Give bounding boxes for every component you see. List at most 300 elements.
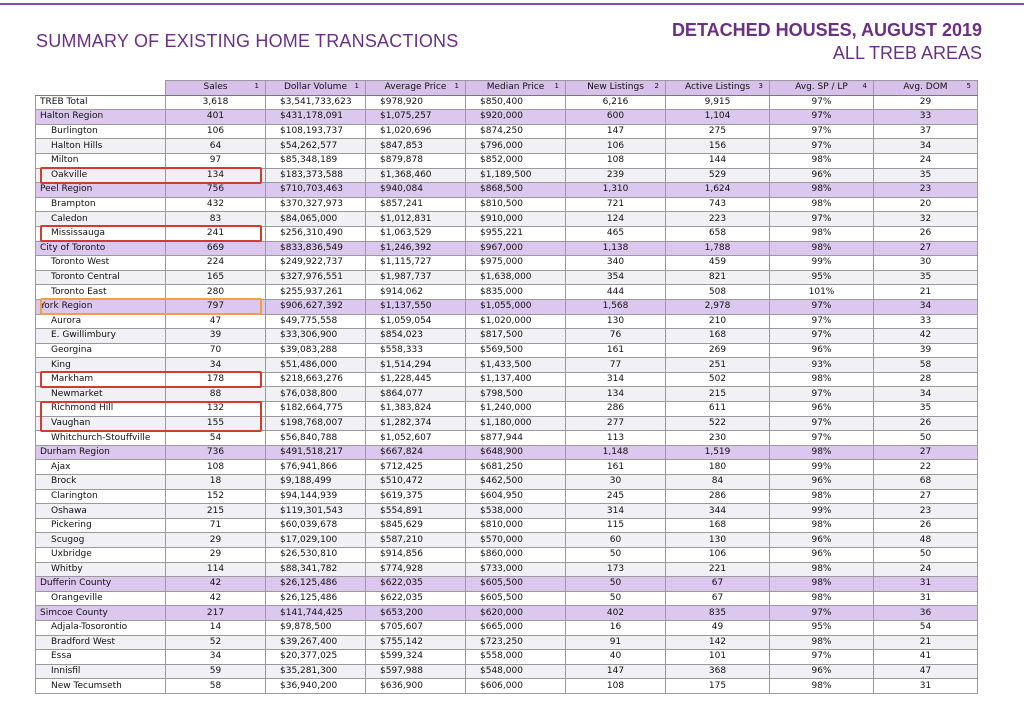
table-cell: $49,775,558: [266, 314, 366, 329]
table-cell: 108: [166, 460, 266, 475]
region-row: [36, 183, 978, 198]
table-cell: 96%: [770, 343, 874, 358]
table-cell: $1,228,445: [366, 372, 466, 387]
table-cell: $141,744,425: [266, 606, 366, 621]
table-cell: 27: [874, 241, 978, 256]
table-cell: 173: [566, 562, 666, 577]
table-cell: 33: [874, 110, 978, 125]
table-cell: 96%: [770, 475, 874, 490]
table-cell: 97%: [770, 110, 874, 125]
table-cell: 14: [166, 620, 266, 635]
table-cell: 98%: [770, 183, 874, 198]
table-cell: 2,978: [666, 299, 770, 314]
report-heading: [672, 19, 982, 65]
table-row: [36, 518, 978, 533]
table-cell: 175: [666, 679, 770, 694]
area-name-cell: Whitchurch-Stouffville: [36, 431, 166, 446]
table-cell: 223: [666, 212, 770, 227]
table-cell: $1,020,000: [466, 314, 566, 329]
table-row: [36, 533, 978, 548]
table-cell: 96%: [770, 664, 874, 679]
table-row: [36, 197, 978, 212]
table-cell: 96%: [770, 168, 874, 183]
report-title: DETACHED HOUSES, AUGUST 2019: [671, 20, 982, 40]
table-cell: $605,500: [466, 577, 566, 592]
table-cell: $1,137,400: [466, 372, 566, 387]
table-cell: $1,052,607: [366, 431, 466, 446]
table-row: [36, 635, 978, 650]
table-cell: $914,856: [366, 548, 466, 563]
area-name-cell: City of Toronto: [36, 241, 166, 256]
table-cell: 93%: [770, 358, 874, 373]
table-cell: 39: [166, 329, 266, 344]
table-cell: 161: [566, 460, 666, 475]
table-cell: 115: [566, 518, 666, 533]
column-header-label: Active Listings: [684, 82, 751, 93]
table-cell: 130: [566, 314, 666, 329]
table-cell: 314: [566, 504, 666, 519]
table-cell: $183,373,588: [266, 168, 366, 183]
table-cell: 736: [166, 445, 266, 460]
table-cell: $1,020,696: [366, 124, 466, 139]
table-cell: 95%: [770, 270, 874, 285]
footnote-marker: 1: [354, 82, 359, 90]
table-cell: 30: [566, 475, 666, 490]
table-cell: 106: [566, 139, 666, 154]
table-cell: $1,055,000: [466, 299, 566, 314]
table-cell: 340: [566, 256, 666, 271]
area-name-cell: Markham: [36, 372, 166, 387]
table-header-row: [36, 81, 978, 96]
table-cell: 24: [874, 153, 978, 168]
table-cell: 21: [874, 285, 978, 300]
table-row: [36, 664, 978, 679]
area-name-cell: Richmond Hill: [36, 402, 166, 417]
table-cell: 29: [166, 548, 266, 563]
region-row: [36, 445, 978, 460]
table-cell: 88: [166, 387, 266, 402]
table-row: [36, 314, 978, 329]
table-cell: 97%: [770, 314, 874, 329]
column-header: [666, 81, 770, 96]
column-header: [566, 81, 666, 96]
table-cell: $597,988: [366, 664, 466, 679]
area-name-cell: Toronto East: [36, 285, 166, 300]
table-cell: $26,125,486: [266, 577, 366, 592]
table-cell: 97: [166, 153, 266, 168]
area-name-cell: York Region: [36, 299, 166, 314]
table-cell: 98%: [770, 577, 874, 592]
table-cell: 41: [874, 650, 978, 665]
table-cell: 147: [566, 124, 666, 139]
table-cell: $39,083,288: [266, 343, 366, 358]
column-header-label: Dollar Volume: [284, 82, 347, 93]
table-cell: 132: [166, 402, 266, 417]
table-cell: 31: [874, 577, 978, 592]
table-cell: $705,607: [366, 620, 466, 635]
footnote-marker: 2: [654, 82, 659, 90]
table-row: [36, 489, 978, 504]
table-cell: $619,375: [366, 489, 466, 504]
column-header: [874, 81, 978, 96]
table-cell: $914,062: [366, 285, 466, 300]
table-cell: $36,940,200: [266, 679, 366, 694]
table-row: [36, 650, 978, 665]
table-cell: 502: [666, 372, 770, 387]
table-cell: $967,000: [466, 241, 566, 256]
table-cell: 124: [566, 212, 666, 227]
table-cell: 221: [666, 562, 770, 577]
table-cell: $975,000: [466, 256, 566, 271]
table-cell: 24: [874, 562, 978, 577]
table-row: [36, 285, 978, 300]
area-name-cell: Halton Hills: [36, 139, 166, 154]
column-header: [166, 81, 266, 96]
table-cell: 68: [874, 475, 978, 490]
table-cell: 835: [666, 606, 770, 621]
table-cell: $833,836,549: [266, 241, 366, 256]
table-cell: $9,878,500: [266, 620, 366, 635]
table-cell: 91: [566, 635, 666, 650]
table-cell: $810,500: [466, 197, 566, 212]
table-cell: 34: [166, 650, 266, 665]
table-row: [36, 139, 978, 154]
table-cell: 98%: [770, 562, 874, 577]
area-name-cell: Adjala-Tosorontio: [36, 620, 166, 635]
table-cell: $955,221: [466, 226, 566, 241]
highlight-box-red: [40, 371, 262, 388]
table-cell: $1,059,054: [366, 314, 466, 329]
table-cell: $796,000: [466, 139, 566, 154]
table-cell: $256,310,490: [266, 226, 366, 241]
table-cell: 155: [166, 416, 266, 431]
table-cell: $622,035: [366, 577, 466, 592]
column-header: [366, 81, 466, 96]
area-name-cell: New Tecumseth: [36, 679, 166, 694]
table-cell: $1,246,392: [366, 241, 466, 256]
table-cell: $84,065,000: [266, 212, 366, 227]
table-row: [36, 256, 978, 271]
table-cell: 1,310: [566, 183, 666, 198]
table-cell: 432: [166, 197, 266, 212]
table-cell: 344: [666, 504, 770, 519]
table-cell: $605,500: [466, 591, 566, 606]
table-cell: $879,878: [366, 153, 466, 168]
table-cell: $1,368,460: [366, 168, 466, 183]
table-cell: 97%: [770, 299, 874, 314]
table-cell: 27: [874, 489, 978, 504]
table-cell: $868,500: [466, 183, 566, 198]
table-cell: 280: [166, 285, 266, 300]
table-cell: $604,950: [466, 489, 566, 504]
table-cell: $218,663,276: [266, 372, 366, 387]
table-cell: 26: [874, 416, 978, 431]
table-cell: 98%: [770, 518, 874, 533]
table-cell: 161: [566, 343, 666, 358]
table-cell: 600: [566, 110, 666, 125]
table-cell: $60,039,678: [266, 518, 366, 533]
table-cell: 721: [566, 197, 666, 212]
table-cell: 756: [166, 183, 266, 198]
table-cell: 67: [666, 591, 770, 606]
table-cell: $723,250: [466, 635, 566, 650]
table-cell: $9,188,499: [266, 475, 366, 490]
table-cell: 27: [874, 445, 978, 460]
column-header-label: New Listings: [587, 82, 644, 93]
column-header-label: Avg. SP / LP: [795, 82, 848, 93]
report-subtitle: ALL TREB AREAS: [832, 43, 982, 63]
table-cell: 465: [566, 226, 666, 241]
table-cell: $108,193,737: [266, 124, 366, 139]
table-cell: $88,341,782: [266, 562, 366, 577]
column-header: [266, 81, 366, 96]
table-cell: 50: [566, 577, 666, 592]
table-cell: $978,920: [366, 95, 466, 110]
table-cell: $462,500: [466, 475, 566, 490]
table-row: [36, 387, 978, 402]
table-cell: 113: [566, 431, 666, 446]
header-corner: [36, 81, 166, 96]
top-divider: [0, 0, 1024, 5]
table-cell: 108: [566, 679, 666, 694]
table-cell: 275: [666, 124, 770, 139]
table-cell: $817,500: [466, 329, 566, 344]
table-cell: 50: [874, 548, 978, 563]
table-cell: 98%: [770, 197, 874, 212]
table-cell: $1,638,000: [466, 270, 566, 285]
table-cell: 1,148: [566, 445, 666, 460]
table-cell: 239: [566, 168, 666, 183]
table-cell: 98%: [770, 489, 874, 504]
region-row: [36, 241, 978, 256]
table-cell: 797: [166, 299, 266, 314]
table-cell: $606,000: [466, 679, 566, 694]
table-cell: $755,142: [366, 635, 466, 650]
table-cell: 130: [666, 533, 770, 548]
table-cell: 101%: [770, 285, 874, 300]
table-cell: $558,000: [466, 650, 566, 665]
table-cell: 42: [166, 591, 266, 606]
table-row: [36, 212, 978, 227]
table-cell: 821: [666, 270, 770, 285]
table-cell: $852,000: [466, 153, 566, 168]
table-cell: 98%: [770, 372, 874, 387]
area-name-cell: TREB Total: [36, 95, 166, 110]
area-name-cell: Scugog: [36, 533, 166, 548]
table-cell: $54,262,577: [266, 139, 366, 154]
table-cell: $847,853: [366, 139, 466, 154]
table-row: [36, 124, 978, 139]
table-cell: $845,629: [366, 518, 466, 533]
table-cell: 32: [874, 212, 978, 227]
column-header: [466, 81, 566, 96]
table-cell: $198,768,007: [266, 416, 366, 431]
table-cell: 37: [874, 124, 978, 139]
table-cell: $1,115,727: [366, 256, 466, 271]
table-cell: 152: [166, 489, 266, 504]
table-cell: 97%: [770, 387, 874, 402]
table-cell: 98%: [770, 679, 874, 694]
table-cell: $1,137,550: [366, 299, 466, 314]
table-cell: 42: [874, 329, 978, 344]
table-cell: 156: [666, 139, 770, 154]
table-cell: $877,944: [466, 431, 566, 446]
table-cell: 95%: [770, 620, 874, 635]
table-cell: 97%: [770, 329, 874, 344]
column-header-label: Sales: [203, 82, 228, 93]
table-cell: 35: [874, 168, 978, 183]
column-header: [770, 81, 874, 96]
table-cell: 98%: [770, 591, 874, 606]
table-cell: 230: [666, 431, 770, 446]
table-cell: 354: [566, 270, 666, 285]
table-cell: 96%: [770, 548, 874, 563]
table-cell: 314: [566, 372, 666, 387]
table-cell: 168: [666, 518, 770, 533]
highlight-box-red: [40, 167, 262, 184]
table-cell: 459: [666, 256, 770, 271]
table-cell: 210: [666, 314, 770, 329]
region-row: [36, 577, 978, 592]
table-cell: 34: [874, 387, 978, 402]
table-cell: 58: [874, 358, 978, 373]
table-cell: $1,180,000: [466, 416, 566, 431]
table-row: [36, 343, 978, 358]
table-cell: 1,138: [566, 241, 666, 256]
table-cell: 33: [874, 314, 978, 329]
table-cell: 215: [666, 387, 770, 402]
table-cell: $35,281,300: [266, 664, 366, 679]
table-cell: $710,703,463: [266, 183, 366, 198]
table-cell: 83: [166, 212, 266, 227]
page-title: SUMMARY OF EXISTING HOME TRANSACTIONS: [36, 31, 459, 51]
table-row: [36, 329, 978, 344]
table-cell: 444: [566, 285, 666, 300]
table-cell: 18: [166, 475, 266, 490]
table-cell: 241: [166, 226, 266, 241]
table-cell: 35: [874, 402, 978, 417]
table-cell: 50: [566, 548, 666, 563]
table-cell: 98%: [770, 153, 874, 168]
table-cell: $1,433,500: [466, 358, 566, 373]
highlight-box-red: [40, 401, 262, 432]
area-name-cell: Dufferin County: [36, 577, 166, 592]
table-row: [36, 679, 978, 694]
table-cell: 144: [666, 153, 770, 168]
table-cell: 21: [874, 635, 978, 650]
table-cell: 134: [166, 168, 266, 183]
table-cell: $667,824: [366, 445, 466, 460]
table-cell: $491,518,217: [266, 445, 366, 460]
table-cell: $940,084: [366, 183, 466, 198]
footnote-marker: 1: [454, 82, 459, 90]
table-cell: $1,987,737: [366, 270, 466, 285]
table-cell: $327,976,551: [266, 270, 366, 285]
table-cell: 178: [166, 372, 266, 387]
table-cell: 54: [166, 431, 266, 446]
table-cell: 84: [666, 475, 770, 490]
table-cell: $1,514,294: [366, 358, 466, 373]
table-cell: 48: [874, 533, 978, 548]
region-row: [36, 606, 978, 621]
table-cell: $1,075,257: [366, 110, 466, 125]
table-cell: $51,486,000: [266, 358, 366, 373]
area-name-cell: Burlington: [36, 124, 166, 139]
table-cell: 26: [874, 226, 978, 241]
area-name-cell: Essa: [36, 650, 166, 665]
column-header-label: Avg. DOM: [903, 82, 948, 93]
table-cell: $94,144,939: [266, 489, 366, 504]
table-cell: $119,301,543: [266, 504, 366, 519]
table-cell: $835,000: [466, 285, 566, 300]
table-cell: 286: [566, 402, 666, 417]
table-cell: $39,267,400: [266, 635, 366, 650]
table-cell: 658: [666, 226, 770, 241]
area-name-cell: Oshawa: [36, 504, 166, 519]
table-cell: $774,928: [366, 562, 466, 577]
area-name-cell: Pickering: [36, 518, 166, 533]
area-name-cell: Brampton: [36, 197, 166, 212]
table-cell: $854,023: [366, 329, 466, 344]
table-cell: 23: [874, 183, 978, 198]
table-cell: 180: [666, 460, 770, 475]
area-name-cell: Bradford West: [36, 635, 166, 650]
table-cell: 611: [666, 402, 770, 417]
table-cell: 168: [666, 329, 770, 344]
column-header-label: Median Price: [486, 82, 545, 93]
table-cell: 142: [666, 635, 770, 650]
table-row: [36, 475, 978, 490]
footnote-marker: 4: [862, 82, 867, 90]
table-cell: $1,012,831: [366, 212, 466, 227]
table-cell: $622,035: [366, 591, 466, 606]
table-cell: 34: [166, 358, 266, 373]
table-cell: $587,210: [366, 533, 466, 548]
table-cell: 39: [874, 343, 978, 358]
table-cell: 98%: [770, 241, 874, 256]
area-name-cell: Ajax: [36, 460, 166, 475]
footnote-marker: 3: [758, 82, 763, 90]
table-cell: 30: [874, 256, 978, 271]
table-row: [36, 460, 978, 475]
table-cell: $26,125,486: [266, 591, 366, 606]
table-cell: $636,900: [366, 679, 466, 694]
table-cell: 97%: [770, 139, 874, 154]
table-cell: 529: [666, 168, 770, 183]
table-row: [36, 562, 978, 577]
table-cell: 97%: [770, 416, 874, 431]
table-cell: 106: [166, 124, 266, 139]
area-name-cell: Newmarket: [36, 387, 166, 402]
table-cell: 34: [874, 299, 978, 314]
table-cell: 71: [166, 518, 266, 533]
table-cell: 49: [666, 620, 770, 635]
table-cell: $182,664,775: [266, 402, 366, 417]
table-cell: 50: [566, 591, 666, 606]
table-cell: 54: [874, 620, 978, 635]
table-cell: 60: [566, 533, 666, 548]
table-cell: $874,250: [466, 124, 566, 139]
table-cell: $17,029,100: [266, 533, 366, 548]
table-cell: 401: [166, 110, 266, 125]
table-cell: 36: [874, 606, 978, 621]
table-cell: $906,627,392: [266, 299, 366, 314]
table-cell: 134: [566, 387, 666, 402]
table-cell: 26: [874, 518, 978, 533]
table-cell: 22: [874, 460, 978, 475]
table-cell: 52: [166, 635, 266, 650]
table-cell: $857,241: [366, 197, 466, 212]
